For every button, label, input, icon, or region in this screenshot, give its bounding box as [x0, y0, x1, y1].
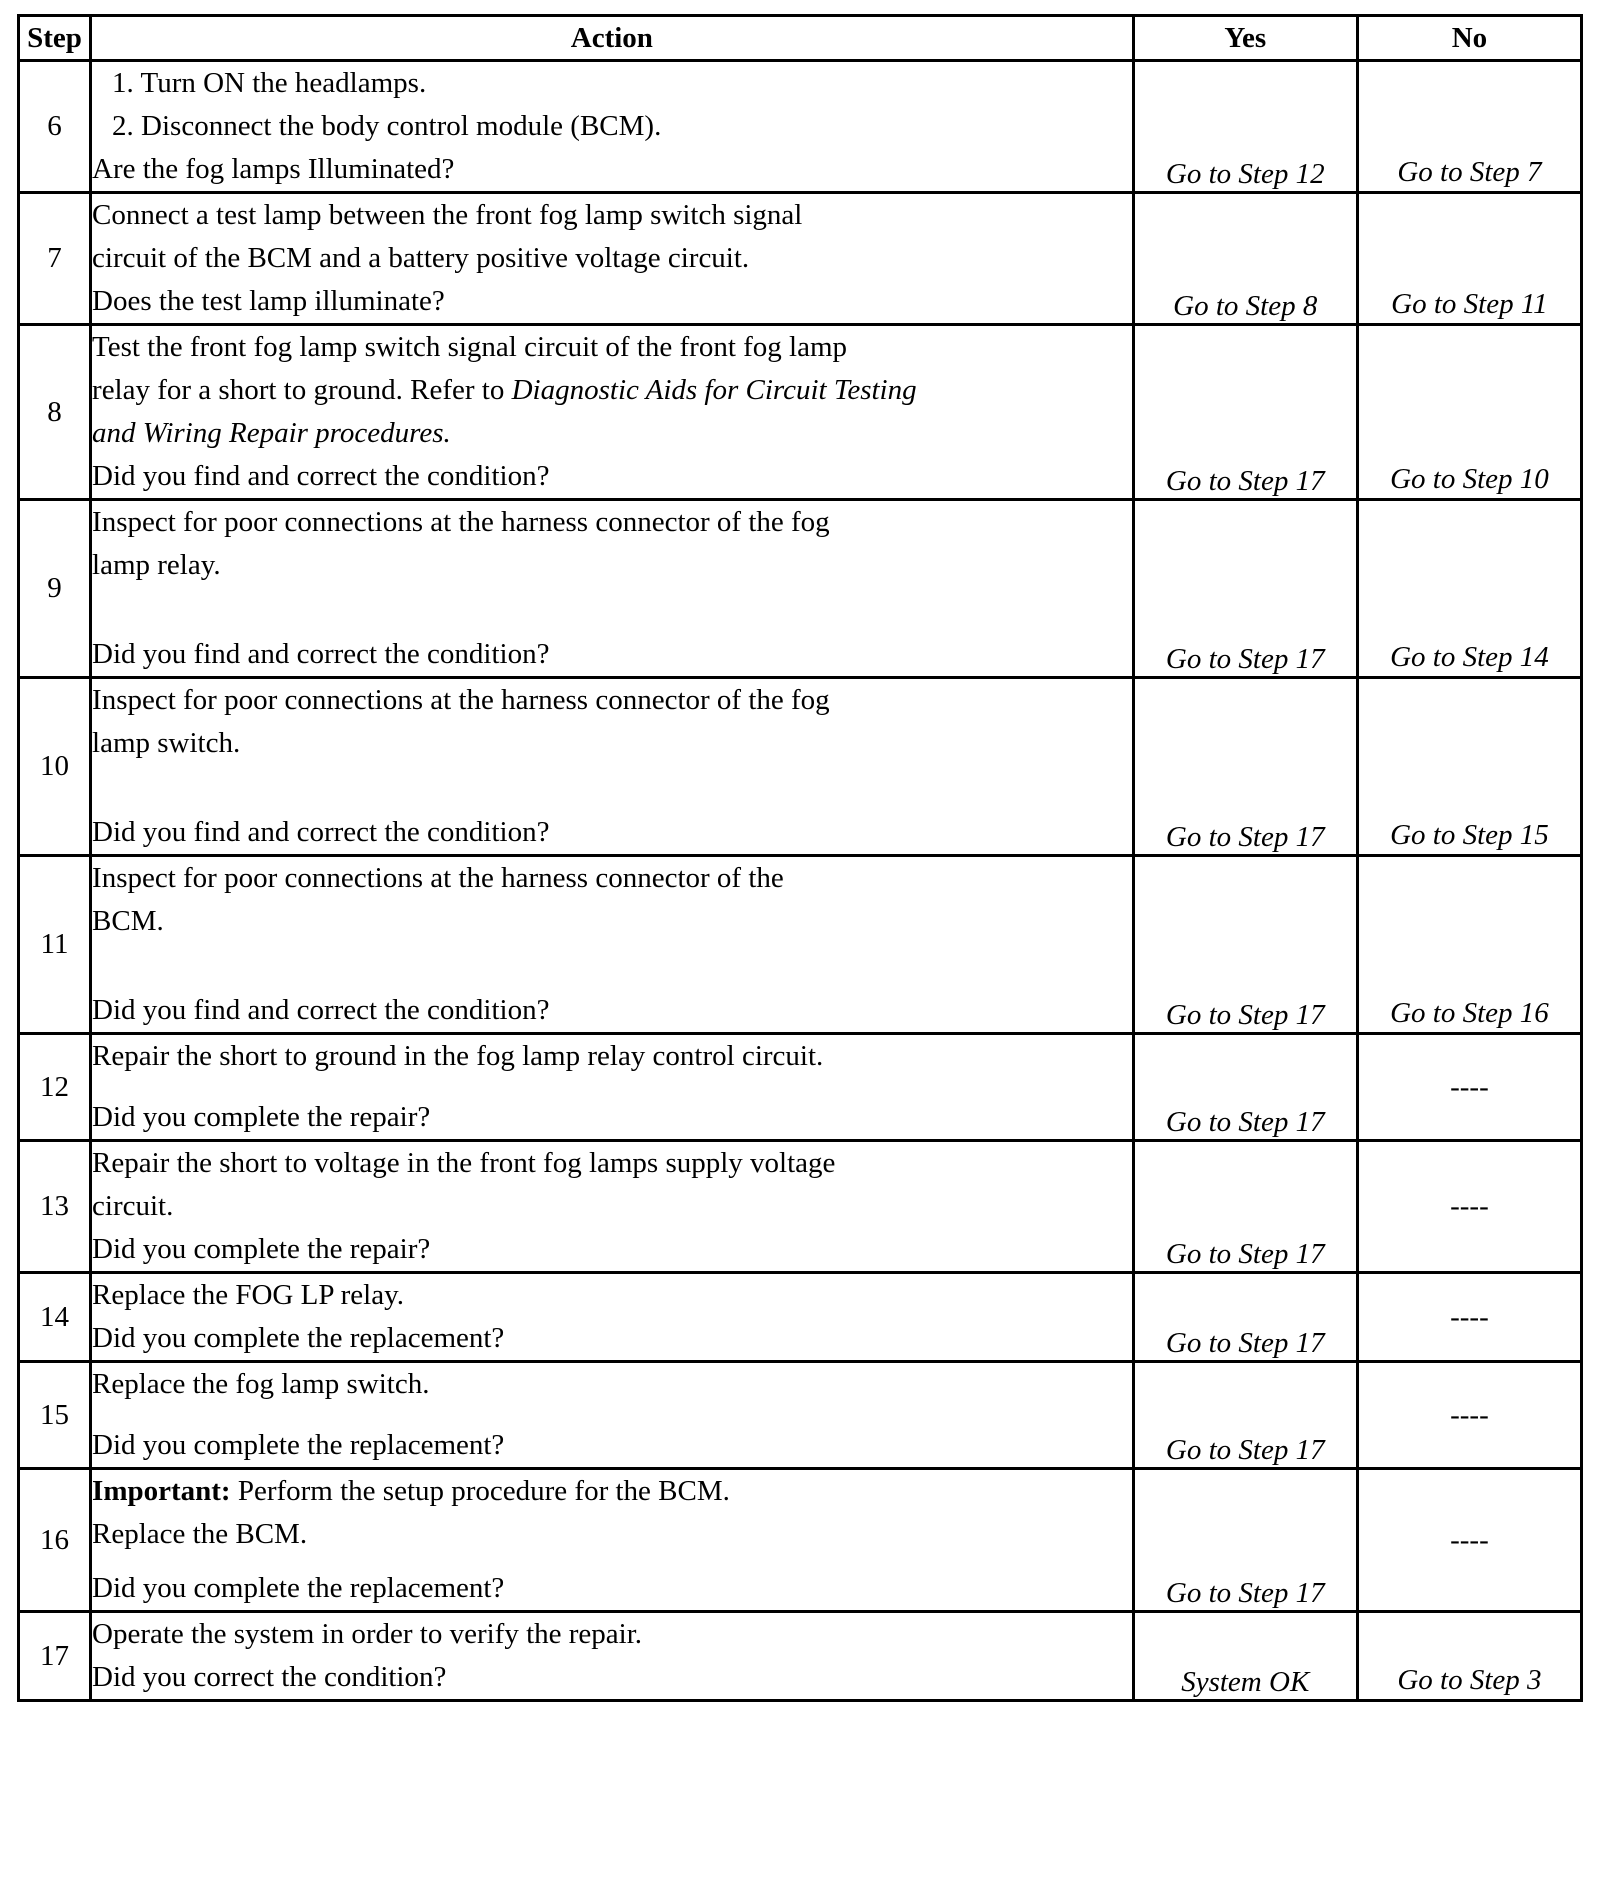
important-text: Perform the setup procedure for the BCM.	[230, 1475, 730, 1507]
no-result: Go to Step 15	[1357, 678, 1581, 856]
step-number: 17	[19, 1612, 91, 1701]
yes-result: Go to Step 17	[1133, 678, 1357, 856]
no-result: Go to Step 11	[1357, 193, 1581, 325]
action-line: Replace the FOG LP relay.	[92, 1279, 404, 1311]
action-line: Repair the short to ground in the fog lamp relay control circuit.	[92, 1040, 824, 1072]
yes-result: Go to Step 17	[1133, 1469, 1357, 1612]
table-row	[19, 1362, 1582, 1469]
table-row	[19, 193, 1582, 325]
step-number: 13	[19, 1141, 91, 1273]
header-step: Step	[19, 16, 91, 61]
action-question: Did you complete the replacement?	[92, 1322, 505, 1354]
action-cell	[91, 1469, 1134, 1612]
action-line: Inspect for poor connections at the harness connector of the fog	[92, 506, 830, 538]
table-row	[19, 1469, 1582, 1612]
action-line: Replace the fog lamp switch.	[92, 1368, 430, 1400]
table-row	[19, 61, 1582, 193]
action-question: Did you find and correct the condition?	[92, 638, 550, 670]
table-row	[19, 325, 1582, 500]
action-question: Did you find and correct the condition?	[92, 460, 550, 492]
action-text: relay for a short to ground. Refer to	[92, 374, 512, 406]
no-result: Go to Step 3	[1357, 1612, 1581, 1701]
action-cell	[91, 678, 1134, 856]
no-result: Go to Step 7	[1357, 61, 1581, 193]
yes-result: Go to Step 17	[1133, 1034, 1357, 1141]
reference-text: and Wiring Repair procedures.	[92, 417, 451, 449]
header-action: Action	[91, 16, 1134, 61]
action-line: 1. Turn ON the headlamps.	[112, 67, 427, 99]
table-row	[19, 1612, 1582, 1701]
action-cell	[91, 193, 1134, 325]
action-line: Operate the system in order to verify the repair.	[92, 1618, 643, 1650]
table-row	[19, 1273, 1582, 1362]
action-question: Did you complete the replacement?	[92, 1572, 505, 1604]
action-cell	[91, 325, 1134, 500]
step-number: 11	[19, 856, 91, 1034]
header-row	[19, 16, 1582, 61]
table-row	[19, 678, 1582, 856]
action-line	[92, 369, 1132, 412]
yes-result: Go to Step 17	[1133, 325, 1357, 500]
action-question: Did you find and correct the condition?	[92, 816, 550, 848]
yes-result: Go to Step 17	[1133, 1362, 1357, 1469]
step-number: 12	[19, 1034, 91, 1141]
step-number: 6	[19, 61, 91, 193]
step-number: 9	[19, 500, 91, 678]
yes-result: System OK	[1133, 1612, 1357, 1701]
step-number: 16	[19, 1469, 91, 1612]
no-result: ----	[1357, 1273, 1581, 1362]
step-number: 8	[19, 325, 91, 500]
action-question: Did you complete the replacement?	[92, 1429, 505, 1461]
action-question: Did you complete the repair?	[92, 1233, 431, 1265]
action-line: Test the front fog lamp switch signal circuit of the front fog lamp	[92, 331, 848, 363]
action-line: Connect a test lamp between the front fog lamp switch signal	[92, 199, 803, 231]
action-question: Are the fog lamps Illuminated?	[92, 153, 455, 185]
action-cell	[91, 1362, 1134, 1469]
no-result: ----	[1357, 1034, 1581, 1141]
action-cell	[91, 1273, 1134, 1362]
table-row	[19, 1034, 1582, 1141]
step-number: 15	[19, 1362, 91, 1469]
action-question: Did you complete the repair?	[92, 1101, 431, 1133]
table-row	[19, 500, 1582, 678]
action-line: BCM.	[92, 905, 164, 937]
action-cell	[91, 1034, 1134, 1141]
action-line: lamp relay.	[92, 549, 221, 581]
important-label: Important:	[92, 1475, 231, 1507]
diagnostic-table	[17, 14, 1583, 1702]
action-line: Inspect for poor connections at the harness connector of the	[92, 862, 784, 894]
step-number: 7	[19, 193, 91, 325]
header-no: No	[1357, 16, 1581, 61]
action-cell	[91, 500, 1134, 678]
action-question: Did you correct the condition?	[92, 1661, 447, 1693]
action-line: circuit.	[92, 1190, 174, 1222]
no-result: ----	[1357, 1469, 1581, 1612]
table-row	[19, 1141, 1582, 1273]
no-result: Go to Step 16	[1357, 856, 1581, 1034]
yes-result: Go to Step 17	[1133, 500, 1357, 678]
table-row	[19, 856, 1582, 1034]
action-question: Did you find and correct the condition?	[92, 994, 550, 1026]
no-result: ----	[1357, 1362, 1581, 1469]
step-number: 14	[19, 1273, 91, 1362]
header-yes: Yes	[1133, 16, 1357, 61]
reference-text: Diagnostic Aids for Circuit Testing	[511, 374, 917, 406]
no-result: ----	[1357, 1141, 1581, 1273]
yes-result: Go to Step 17	[1133, 1273, 1357, 1362]
yes-result: Go to Step 17	[1133, 1141, 1357, 1273]
no-result: Go to Step 10	[1357, 325, 1581, 500]
action-cell	[91, 856, 1134, 1034]
no-result: Go to Step 14	[1357, 500, 1581, 678]
action-cell	[91, 1141, 1134, 1273]
step-number: 10	[19, 678, 91, 856]
action-line: 2. Disconnect the body control module (BCM).	[112, 110, 662, 142]
yes-result: Go to Step 8	[1133, 193, 1357, 325]
yes-result: Go to Step 17	[1133, 856, 1357, 1034]
action-cell	[91, 61, 1134, 193]
action-line: Replace the BCM.	[92, 1518, 308, 1550]
action-line: Inspect for poor connections at the harness connector of the fog	[92, 684, 830, 716]
action-question: Does the test lamp illuminate?	[92, 285, 445, 317]
yes-result: Go to Step 12	[1133, 61, 1357, 193]
action-line: Repair the short to voltage in the front fog lamps supply voltage	[92, 1147, 836, 1179]
action-line: circuit of the BCM and a battery positive voltage circuit.	[92, 242, 750, 274]
action-line: lamp switch.	[92, 727, 241, 759]
action-cell	[91, 1612, 1134, 1701]
important-note	[92, 1470, 1132, 1513]
